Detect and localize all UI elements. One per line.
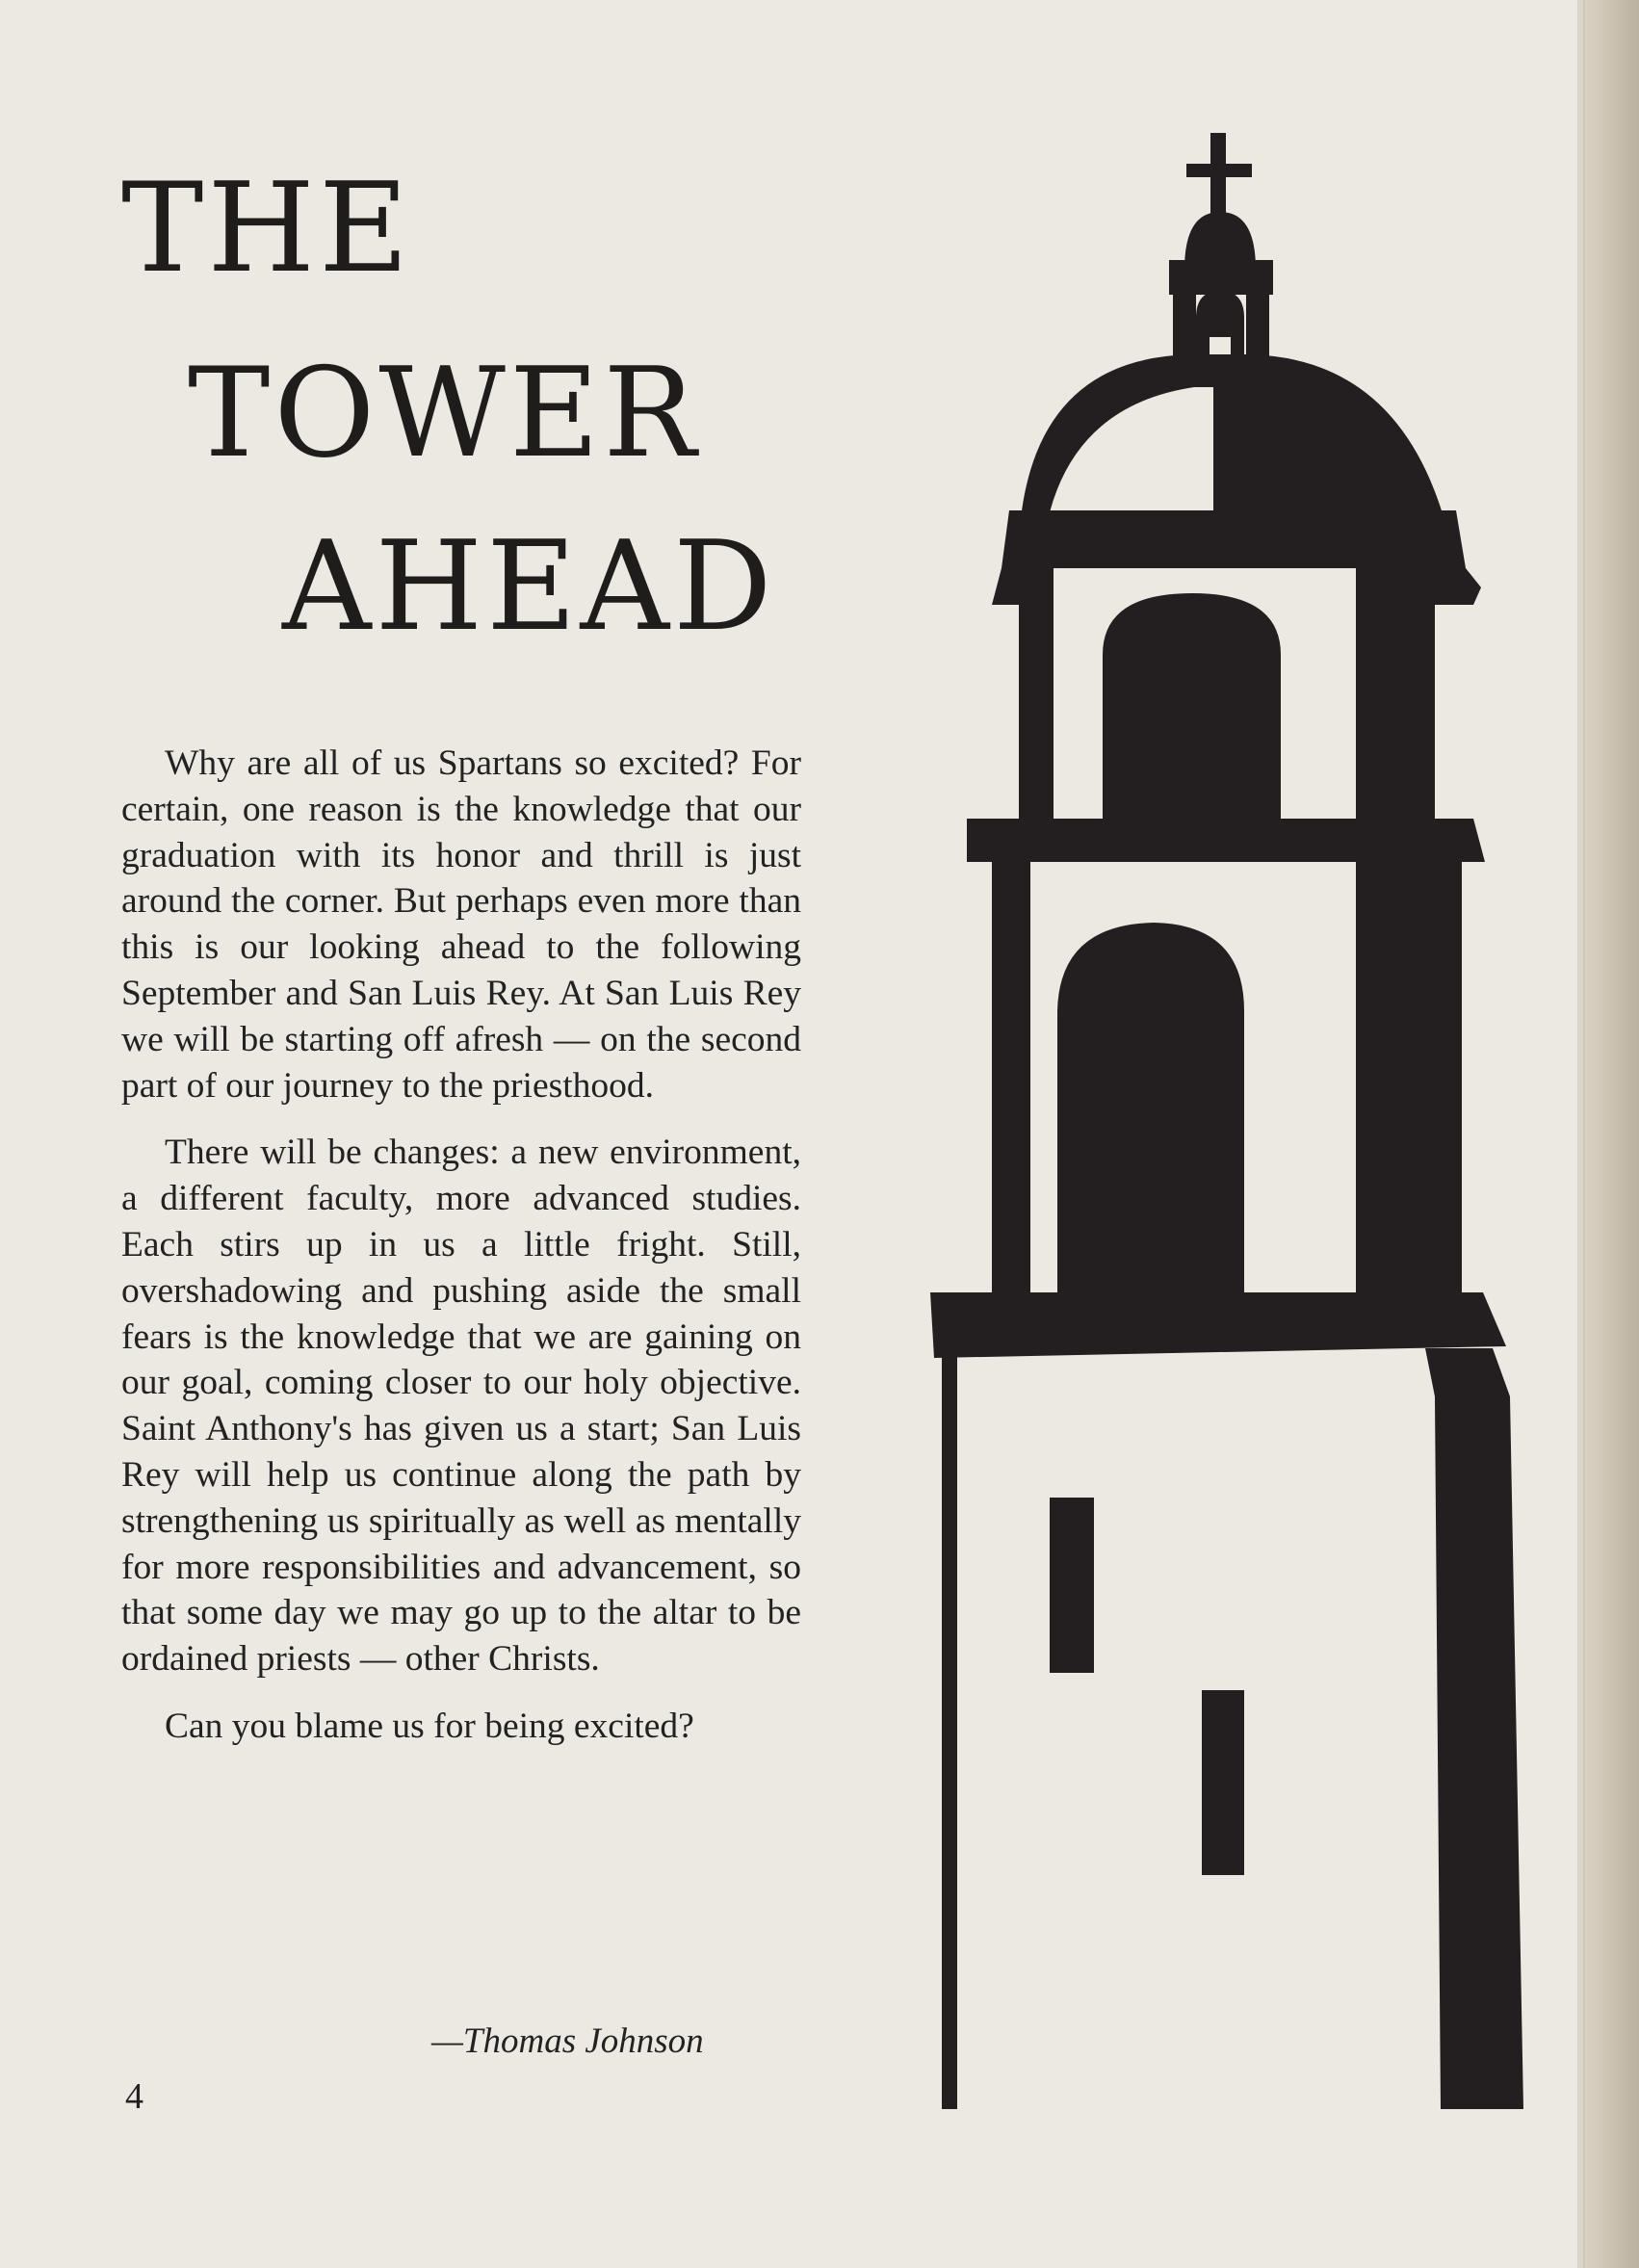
tower-silhouette — [930, 133, 1523, 2109]
author-byline: —Thomas Johnson — [431, 2021, 704, 2061]
paragraph-2: There will be changes: a new environment, a different faculty, more advanced studies. Each stirs up in us a little fright. Still, overshadowing and pushing aside the small fears is the knowledge that we are gaining on our goal, coming closer to our holy objective. Saint Anthony's has given us a start; San Luis Rey will help us continue along the path by strengthening us spiritually as well as mentally for more responsibilities and advancement, so that some day we may go up to the altar to be ordained priests — other Christs. — [121, 1133, 801, 1680]
title-line-3: AHEAD — [282, 515, 776, 659]
title-line-1: THE — [121, 157, 413, 300]
bell-tower-icon — [896, 116, 1570, 2138]
article-body — [121, 741, 801, 1771]
paragraph-1: Why are all of us Spartans so excited? For certain, one reason is the knowledge that our graduation with its honor and thrill is just around the corner. But perhaps even more than this is our looking ahead to the following September and San Luis Rey. At San Luis Rey we will be starting off afresh — on the second part of our journey to the priesthood. — [121, 743, 801, 1106]
page-edge — [1583, 0, 1639, 2268]
page-number: 4 — [125, 2076, 143, 2117]
paragraph-3: Can you blame us for being excited? — [165, 1706, 694, 1746]
title-line-2: TOWER — [188, 342, 700, 485]
